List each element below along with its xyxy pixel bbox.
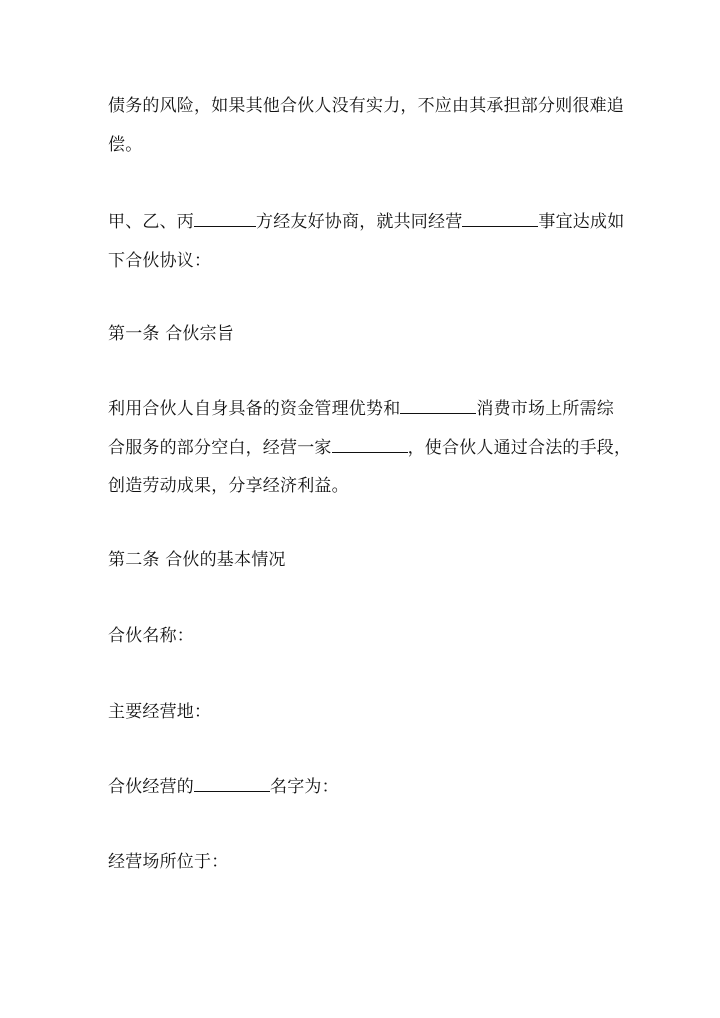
- text-span: 事宜达成如: [538, 212, 625, 232]
- section-heading: [108, 324, 234, 344]
- text-line: [108, 96, 624, 116]
- text-line: [108, 438, 631, 458]
- text-line: [108, 476, 349, 496]
- text-span: 偿。: [108, 135, 143, 155]
- main-business-place-label: 主要经营地：: [108, 702, 212, 722]
- text-line: [108, 251, 211, 271]
- fill-in-blank[interactable]: [400, 399, 476, 414]
- section-heading: [108, 550, 286, 570]
- form-field-label: [108, 702, 211, 722]
- form-field-label: [108, 852, 228, 872]
- text-span: 利用合伙人自身具备的资金管理优势和: [108, 399, 401, 419]
- fill-in-blank[interactable]: [194, 212, 256, 227]
- partnership-name-label: 合伙名称：: [108, 626, 194, 646]
- text-span: 合服务的部分空白，经营一家: [108, 438, 332, 458]
- text-span: 名字为：: [270, 777, 339, 797]
- agreement-intro-line: [108, 212, 624, 232]
- text-line: [108, 399, 614, 419]
- fill-in-blank[interactable]: [462, 212, 538, 227]
- text-span: ，使合伙人通过合法的手段，: [407, 438, 632, 458]
- heading-text: 第二条 合伙的基本情况: [108, 550, 286, 570]
- fill-in-blank[interactable]: [194, 777, 270, 792]
- heading-text: 第一条 合伙宗旨: [108, 324, 235, 344]
- text-span: 合伙经营的: [108, 777, 194, 797]
- text-span: 消费市场上所需综: [476, 399, 615, 419]
- text-line: [108, 135, 142, 155]
- text-span: 创造劳动成果，分享经济利益。: [108, 476, 349, 496]
- fill-in-blank[interactable]: [332, 438, 408, 453]
- text-span: 下合伙协议：: [108, 251, 212, 271]
- text-span: 方经友好协商，就共同经营: [256, 212, 463, 232]
- form-field-label: [108, 777, 339, 797]
- form-field-label: [108, 626, 194, 646]
- text-span: 甲、乙、丙: [108, 212, 194, 232]
- text-span: 债务的风险，如果其他合伙人没有实力，不应由其承担部分则很难追: [108, 96, 624, 116]
- business-location-label: 经营场所位于：: [108, 852, 229, 872]
